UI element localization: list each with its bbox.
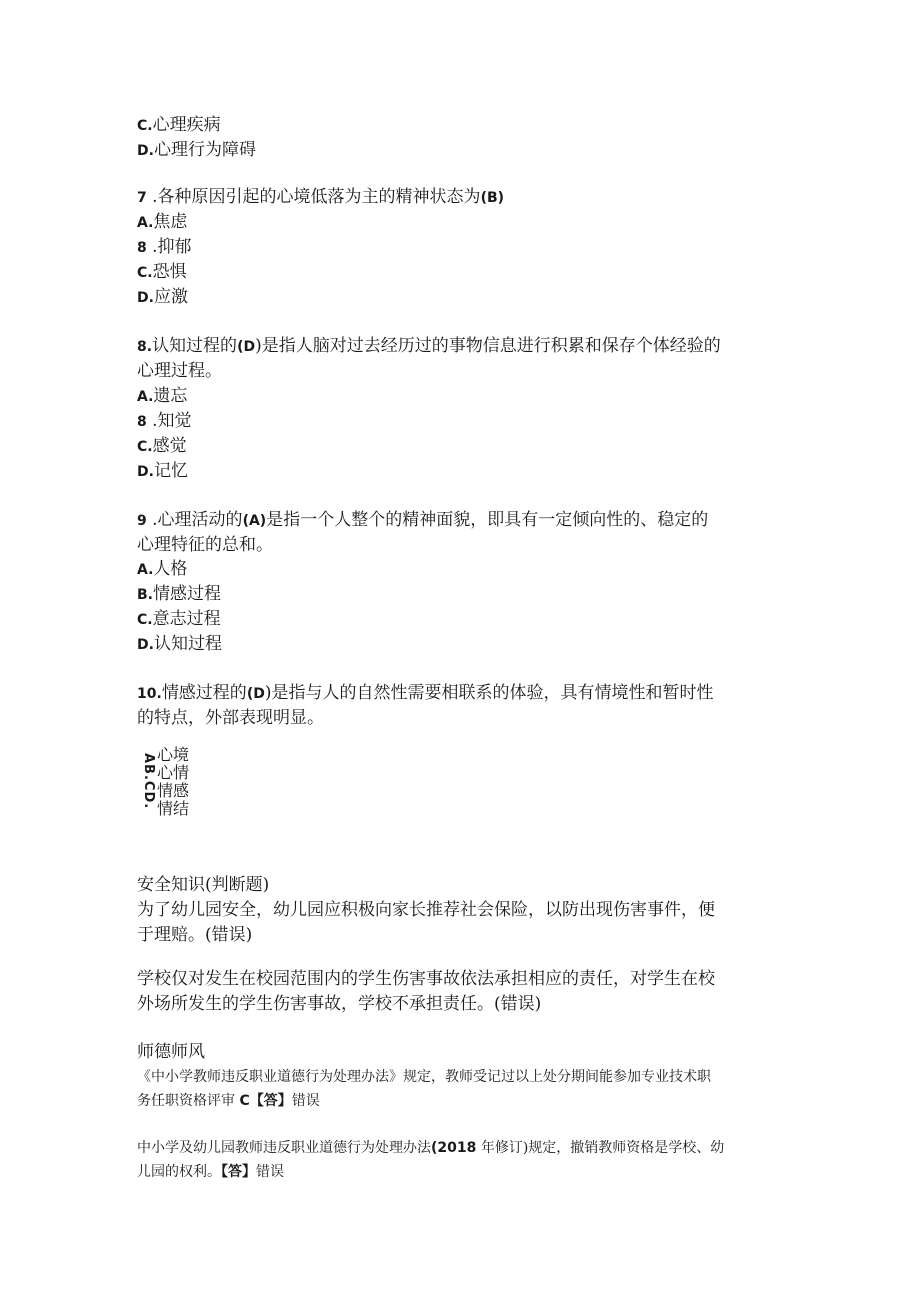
option-c bbox=[137, 114, 221, 137]
paragraph-line bbox=[137, 1091, 320, 1111]
option-d bbox=[137, 460, 188, 483]
option-b bbox=[137, 410, 192, 433]
option-text: 记忆 bbox=[153, 461, 188, 481]
option-text: .知觉 bbox=[152, 411, 192, 431]
option-text: 感觉 bbox=[152, 436, 187, 456]
question-number: 10. bbox=[137, 686, 162, 702]
option-c bbox=[137, 608, 221, 631]
option-label: A. bbox=[137, 562, 154, 578]
paragraph-text: 错误 bbox=[256, 1164, 284, 1180]
question-number: 7 bbox=[137, 190, 147, 206]
rotated-options-block bbox=[137, 746, 207, 818]
option-text: .抑郁 bbox=[152, 237, 192, 257]
paragraph-line bbox=[137, 1138, 724, 1158]
option-label: D. bbox=[137, 290, 154, 306]
option-text: 认知过程 bbox=[153, 634, 222, 654]
question-stem-continued bbox=[137, 534, 273, 556]
option-text: 心情 bbox=[157, 763, 190, 782]
option-c bbox=[137, 261, 187, 284]
question-stem bbox=[137, 682, 713, 705]
question-text: )是指与人的自然性需要相联系的体验，具有情境性和暂时性 bbox=[264, 683, 714, 703]
paragraph-line: 于理赔。(错误) bbox=[137, 925, 253, 945]
option-label: A. bbox=[137, 389, 154, 405]
option-text: 心理疾病 bbox=[152, 115, 221, 135]
option-b bbox=[137, 236, 192, 259]
option-d bbox=[137, 286, 188, 309]
answer-marker: (D bbox=[246, 686, 265, 702]
option-c bbox=[137, 435, 187, 458]
option-label: C. bbox=[137, 439, 153, 455]
question-stem bbox=[137, 335, 721, 358]
paragraph-text: 儿园的权利。 bbox=[137, 1164, 221, 1180]
option-label: D. bbox=[137, 464, 154, 480]
option-label: 8 bbox=[137, 240, 147, 256]
option-label: 8 bbox=[137, 414, 147, 430]
option-d bbox=[137, 633, 222, 656]
paragraph-line: 外场所发生的学生伤害事故，学校不承担责任。(错误) bbox=[137, 994, 542, 1014]
option-d bbox=[137, 139, 256, 162]
question-stem bbox=[137, 509, 708, 532]
question-stem-continued bbox=[137, 707, 324, 729]
option-label: C. bbox=[137, 265, 153, 281]
question-number: 8. bbox=[137, 339, 153, 355]
question-text: 是指一个人整个的精神面貌，即具有一定倾向性的、稳定的 bbox=[266, 510, 709, 530]
rotated-option-letters: AB.CD. bbox=[141, 753, 156, 810]
option-text: 恐惧 bbox=[152, 262, 187, 282]
answer-marker: 【答】 bbox=[221, 1164, 256, 1180]
option-text: 情感过程 bbox=[153, 584, 221, 604]
question-text: 心理特征的总和。 bbox=[137, 535, 273, 555]
paragraph-text: 年修订)规定，撤销教师资格是学校、幼 bbox=[480, 1140, 725, 1156]
option-label: B. bbox=[137, 587, 153, 603]
option-text: 情感 bbox=[157, 781, 190, 800]
paragraph-line: 学校仅对发生在校园范围内的学生伤害事故依法承担相应的责任，对学生在校 bbox=[137, 969, 715, 989]
option-text: 情结 bbox=[157, 799, 190, 818]
option-text: 意志过程 bbox=[152, 609, 221, 629]
answer-marker: (B) bbox=[480, 190, 505, 206]
question-text: )是指人脑对过去经历过的事物信息进行积累和保存个体经验的 bbox=[255, 336, 721, 356]
option-a bbox=[137, 558, 187, 581]
question-stem-continued bbox=[137, 360, 222, 382]
question-text: .各种原因引起的心境低落为主的精神状态为 bbox=[152, 187, 481, 207]
section-heading: 安全知识(判断题) bbox=[137, 875, 270, 895]
paragraph-text: 错误 bbox=[291, 1093, 320, 1109]
paragraph-line: 《中小学教师违反职业道德行为处理办法》规定，教师受记过以上处分期间能参加专业技术职 bbox=[137, 1069, 711, 1085]
option-text: 遗忘 bbox=[153, 386, 188, 406]
option-a bbox=[137, 385, 187, 408]
question-text: 情感过程的 bbox=[161, 683, 247, 703]
answer-marker: (D bbox=[237, 339, 256, 355]
question-number: 9 bbox=[137, 513, 147, 529]
question-text: .心理活动的 bbox=[152, 510, 243, 530]
option-label: A. bbox=[137, 215, 154, 231]
option-label: C. bbox=[137, 612, 153, 628]
option-b bbox=[137, 583, 221, 606]
option-text: 应激 bbox=[153, 287, 188, 307]
paragraph-text: 中小学及幼儿园教师违反职业道德行为处理办法 bbox=[137, 1140, 431, 1156]
section-heading: 师德师风 bbox=[137, 1042, 205, 1062]
paragraph-line: 为了幼儿园安全，幼儿园应积极向家长推荐社会保险，以防出现伤害事件，便 bbox=[137, 900, 715, 920]
option-a bbox=[137, 211, 187, 234]
option-text: 人格 bbox=[153, 559, 188, 579]
option-label: D. bbox=[137, 637, 154, 653]
option-text: 焦虑 bbox=[153, 212, 188, 232]
option-label: D. bbox=[137, 143, 154, 159]
year-marker: (2018 bbox=[431, 1140, 477, 1156]
paragraph-text: 务任职资格评审 bbox=[137, 1093, 235, 1109]
answer-marker: C【答】 bbox=[239, 1093, 292, 1109]
paragraph-line bbox=[137, 1162, 284, 1182]
option-text: 心境 bbox=[157, 745, 190, 764]
answer-marker: (A) bbox=[242, 513, 267, 529]
question-text: 的特点，外部表现明显。 bbox=[137, 708, 324, 728]
option-label: C. bbox=[137, 118, 153, 134]
option-stack bbox=[157, 746, 189, 818]
question-stem bbox=[137, 186, 504, 209]
option-text: 心理行为障碍 bbox=[153, 140, 256, 160]
question-text: 认知过程的 bbox=[152, 336, 238, 356]
question-text: 心理过程。 bbox=[137, 361, 222, 381]
